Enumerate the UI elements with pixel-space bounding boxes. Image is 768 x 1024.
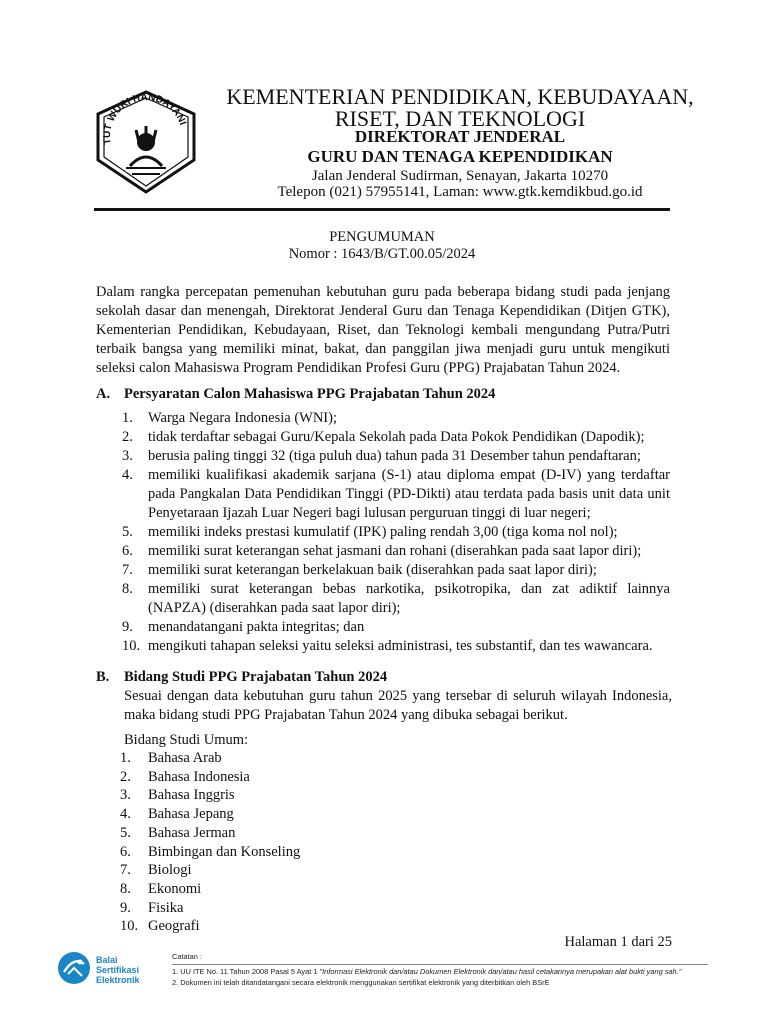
bsre-wordmark-line2: Sertifikasi bbox=[96, 965, 140, 975]
list-item bbox=[120, 805, 300, 824]
list-item bbox=[120, 880, 300, 899]
letterhead-address: Jalan Jenderal Sudirman, Senayan, Jakarta 10270 bbox=[311, 168, 609, 184]
list-item-text: menandatangani pakta integritas; dan bbox=[148, 619, 365, 635]
bsre-wordmark-line3: Elektronik bbox=[96, 975, 140, 985]
list-item-number: 1. bbox=[122, 410, 133, 426]
footer-notes-title: Catatan : bbox=[172, 952, 202, 961]
list-item-number: 7. bbox=[122, 562, 133, 578]
section-a-letter: A. bbox=[96, 386, 111, 402]
list-item-text: Bahasa Jepang bbox=[148, 806, 234, 823]
announcement-title: PENGUMUMAN bbox=[329, 229, 435, 245]
section-a-title: Persyaratan Calon Mahasiswa PPG Prajabatan Tahun 2024 bbox=[124, 386, 496, 402]
list-item-number: 5. bbox=[122, 524, 133, 540]
list-item bbox=[96, 447, 670, 466]
list-item-text: berusia paling tinggi 32 (tiga puluh dua) tahun pada 31 Desember tahun pendaftaran; bbox=[148, 448, 641, 464]
list-item-text: memiliki surat keterangan sehat jasmani dan rohani (diserahkan pada saat lapor diri); bbox=[148, 543, 642, 559]
list-item-number: 8. bbox=[120, 880, 131, 897]
list-item-number: 10. bbox=[120, 918, 139, 935]
general-subjects-label: Bidang Studi Umum: bbox=[124, 732, 249, 748]
footer-note-1 bbox=[172, 966, 712, 977]
list-item-text: Fisika bbox=[148, 899, 184, 916]
list-item bbox=[120, 843, 301, 862]
list-item-text: memiliki surat keterangan bebas narkotika, psikotropika, dan zat adiktif lainnya (NAPZA) (diserahkan pada saat lapor diri); bbox=[148, 581, 670, 616]
list-item bbox=[96, 637, 670, 656]
section-b-intro: Sesuai dengan data kebutuhan guru tahun 2025 yang tersebar di seluruh wilayah Indonesia, maka bidang studi PPG Prajabatan Tahun 2024 yang dibuka sebagai berikut. bbox=[124, 688, 672, 723]
list-item-text: Biologi bbox=[148, 862, 192, 879]
general-subjects-list bbox=[120, 749, 301, 936]
letterhead-directorate-unit: GURU DAN TENAGA KEPENDIDIKAN bbox=[307, 147, 613, 166]
list-item bbox=[120, 917, 300, 936]
list-item bbox=[96, 580, 670, 618]
list-item-number: 4. bbox=[120, 806, 131, 823]
letterhead-ministry-line1: KEMENTERIAN PENDIDIKAN, KEBUDAYAAN, bbox=[226, 84, 694, 109]
footer-divider bbox=[172, 964, 708, 965]
list-item bbox=[120, 749, 300, 768]
list-item bbox=[96, 542, 670, 561]
list-item-text: mengikuti tahapan seleksi yaitu seleksi administrasi, tes substantif, dan tes wawancara. bbox=[148, 638, 653, 654]
list-item bbox=[96, 523, 670, 542]
list-item bbox=[96, 409, 670, 428]
list-item-number: 2. bbox=[120, 768, 131, 785]
list-item-text: Geografi bbox=[148, 918, 200, 935]
list-item-number: 4. bbox=[122, 467, 133, 483]
list-item-number: 8. bbox=[122, 581, 133, 597]
list-item bbox=[96, 618, 670, 637]
footer-note-2: 2. Dokumen ini telah ditandatangani secara elektronik menggunakan sertifikat elektronik yang diterbitkan oleh BSrE bbox=[172, 978, 550, 987]
list-item bbox=[120, 824, 300, 843]
list-item-text: Bahasa Indonesia bbox=[148, 768, 250, 785]
list-item-text: Bimbingan dan Konseling bbox=[148, 843, 301, 860]
list-item bbox=[120, 768, 300, 787]
list-item-text: memiliki kualifikasi akademik sarjana (S-1) atau diploma empat (D-IV) yang terdaftar pada Pangkalan Data Pendidikan Tinggi (PD-Dikti) atau terdata pada basis unit data unit Penyetaraan Ijazah Luar Negeri bagi lulusan perguruan tinggi di luar negeri; bbox=[148, 467, 670, 521]
bsre-wordmark-line1: Balai bbox=[96, 955, 118, 965]
page-indicator: Halaman 1 dari 25 bbox=[564, 934, 672, 950]
list-item-number: 1. bbox=[120, 750, 131, 766]
list-item-number: 6. bbox=[122, 543, 133, 559]
footer-note-1-prefix: 1. UU ITE No. 11 Tahun 2008 Pasal 5 Ayat 1 bbox=[172, 967, 320, 976]
letterhead-divider bbox=[94, 208, 670, 211]
list-item-number: 7. bbox=[120, 862, 131, 879]
list-item-text: memiliki surat keterangan berkelakuan baik (diserahkan pada saat lapor diri); bbox=[148, 562, 597, 578]
section-b-title: Bidang Studi PPG Prajabatan Tahun 2024 bbox=[124, 669, 388, 685]
letterhead-contact: Telepon (021) 57955141, Laman: www.gtk.kemdikbud.go.id bbox=[277, 184, 643, 200]
section-b-letter: B. bbox=[96, 669, 110, 685]
list-item-text: Ekonomi bbox=[148, 880, 202, 897]
list-item bbox=[96, 561, 670, 580]
bsre-wordmark bbox=[96, 955, 140, 985]
bsre-logo-icon bbox=[56, 950, 92, 986]
list-item-text: Bahasa Arab bbox=[148, 750, 222, 766]
requirements-list bbox=[96, 409, 670, 656]
list-item-text: tidak terdaftar sebagai Guru/Kepala Sekolah pada Data Pokok Pendidikan (Dapodik); bbox=[148, 429, 645, 445]
logo-motto: TUT WURI HANDAYANI bbox=[101, 92, 189, 146]
tut-wuri-handayani-logo-icon bbox=[90, 86, 202, 198]
list-item-number: 9. bbox=[122, 619, 133, 635]
list-item-text: Warga Negara Indonesia (WNI); bbox=[148, 410, 337, 426]
list-item bbox=[96, 428, 670, 447]
footer-notes bbox=[172, 951, 712, 988]
list-item-number: 6. bbox=[120, 843, 131, 860]
section-a-heading bbox=[96, 386, 495, 403]
list-item-text: Bahasa Jerman bbox=[148, 824, 236, 841]
announcement-number: Nomor : 1643/B/GT.00.05/2024 bbox=[288, 246, 476, 262]
list-item-number: 9. bbox=[120, 899, 131, 916]
letterhead-ministry-line2: RISET, DAN TEKNOLOGI bbox=[334, 106, 586, 131]
list-item bbox=[120, 899, 300, 918]
letterhead-directorate: DIREKTORAT JENDERAL bbox=[354, 127, 566, 146]
list-item-number: 10. bbox=[122, 638, 141, 654]
list-item bbox=[120, 786, 300, 805]
list-item-number: 5. bbox=[120, 824, 131, 841]
list-item bbox=[96, 466, 670, 523]
list-item-number: 3. bbox=[122, 448, 133, 464]
section-b-heading bbox=[96, 669, 387, 686]
list-item-number: 2. bbox=[122, 429, 133, 445]
list-item-text: memiliki indeks prestasi kumulatif (IPK) paling rendah 3,00 (tiga koma nol nol); bbox=[148, 524, 618, 540]
list-item-text: Bahasa Inggris bbox=[148, 787, 235, 804]
footer-note-1-quote: "Informasi Elektronik dan/atau Dokumen Elektronik dan/atau hasil cetakannya merupakan alat bukti yang sah." bbox=[319, 967, 682, 976]
list-item bbox=[120, 861, 300, 880]
intro-paragraph: Dalam rangka percepatan pemenuhan kebutuhan guru pada beberapa bidang studi pada jenjang sekolah dasar dan menengah, Direktorat Jenderal Guru dan Tenaga Kependidikan (Ditjen GTK), Kementerian Pendidikan, Kebudayaan, Riset, dan Teknologi kembali mengundang Putra/Putri terbaik bangsa yang memiliki minat, bakat, dan panggilan jiwa menjadi guru untuk mengikuti seleksi calon Mahasiswa Program Pendidikan Profesi Guru (PPG) Prajabatan Tahun 2024. bbox=[96, 284, 670, 376]
list-item-number: 3. bbox=[120, 787, 131, 804]
